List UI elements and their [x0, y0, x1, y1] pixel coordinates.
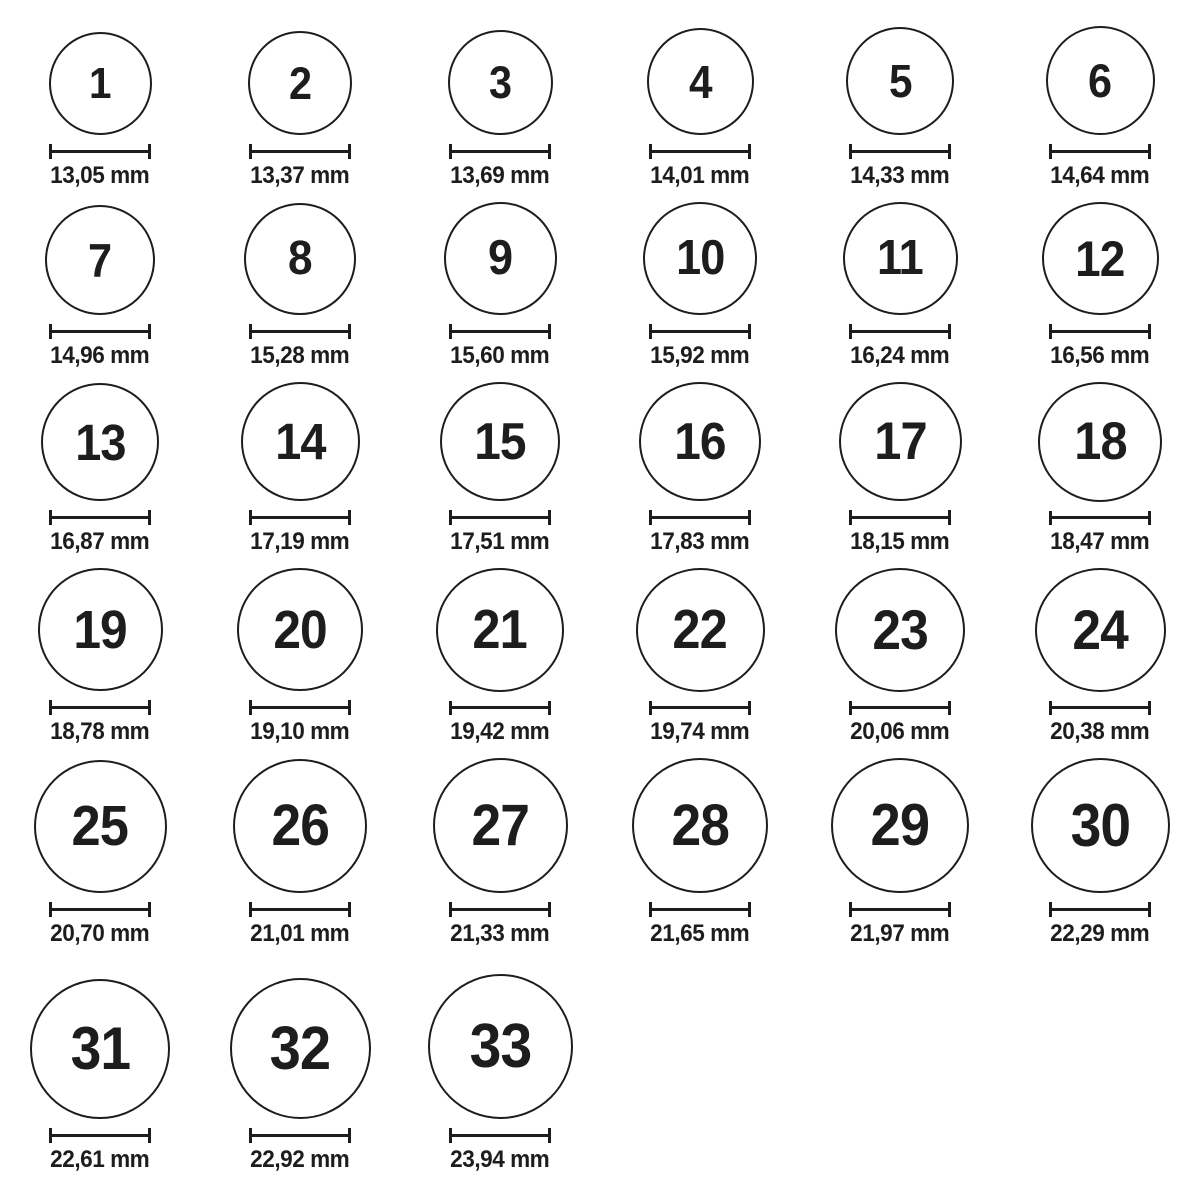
ring-circle: [643, 202, 757, 315]
diameter-ruler: [649, 510, 751, 525]
ring-circle: [1046, 26, 1155, 135]
diameter-ruler: [49, 700, 151, 715]
ring-circle: [241, 382, 360, 501]
diameter-ruler: [1049, 511, 1151, 525]
ring-circle: [49, 32, 152, 135]
diameter-ruler: [49, 144, 151, 159]
diameter-label: 21,65 mm: [650, 920, 750, 947]
ring-size-cell: [200, 568, 400, 758]
ring-size-number: 31: [70, 1015, 130, 1082]
ring-circle: [45, 205, 155, 315]
ring-circle: [843, 202, 958, 315]
diameter-ruler: [649, 324, 751, 339]
diameter-ruler: [1049, 144, 1151, 159]
diameter-label: 15,60 mm: [450, 342, 550, 369]
ring-size-cell: [600, 758, 800, 960]
diameter-label: 14,64 mm: [1050, 162, 1150, 189]
ring-size-number: 3: [488, 57, 512, 108]
diameter-ruler: [249, 1128, 351, 1143]
diameter-ruler: [449, 902, 551, 917]
diameter-label: 15,28 mm: [250, 342, 350, 369]
ring-size-cell: [1000, 202, 1200, 382]
ring-size-number: 23: [872, 597, 928, 661]
ring-size-cell: [0, 758, 200, 960]
ring-size-number: 7: [88, 233, 112, 287]
diameter-ruler: [49, 1128, 151, 1143]
ring-size-cell: [600, 382, 800, 568]
ring-size-cell: [1000, 758, 1200, 960]
ring-size-cell: [0, 960, 200, 1186]
diameter-ruler: [49, 324, 151, 339]
ring-circle: [230, 978, 371, 1119]
ring-size-number: 2: [288, 57, 312, 109]
diameter-label: 13,05 mm: [50, 162, 150, 189]
diameter-ruler: [449, 144, 551, 159]
ring-size-number: 17: [873, 412, 927, 472]
ring-size-number: 26: [271, 793, 329, 858]
ring-size-number: 8: [288, 232, 312, 285]
ring-size-number: 6: [1088, 54, 1112, 107]
ring-size-cell: [800, 4, 1000, 202]
ring-size-cell: [600, 4, 800, 202]
diameter-ruler: [849, 324, 951, 339]
ring-circle: [636, 568, 765, 692]
diameter-label: 22,29 mm: [1050, 920, 1150, 947]
ring-size-cell: [400, 568, 600, 758]
ring-size-cell: [200, 202, 400, 382]
diameter-label: 14,33 mm: [850, 162, 950, 189]
ring-size-cell: [800, 382, 1000, 568]
ring-circle: [244, 203, 356, 315]
ring-circle: [846, 27, 954, 135]
diameter-ruler: [849, 902, 951, 917]
ring-size-number: 15: [474, 412, 526, 471]
ring-circle: [428, 974, 573, 1119]
diameter-ruler: [49, 902, 151, 917]
ring-size-number: 20: [273, 599, 327, 660]
ring-circle: [1035, 568, 1166, 692]
ring-size-cell: [800, 758, 1000, 960]
diameter-label: 18,47 mm: [1050, 528, 1150, 555]
ring-size-cell: [400, 4, 600, 202]
ring-size-number: 33: [469, 1011, 531, 1081]
ring-size-cell: [400, 202, 600, 382]
ring-circle: [248, 31, 352, 135]
ring-size-cell: [400, 382, 600, 568]
ring-circle: [632, 758, 768, 893]
ring-circle: [639, 382, 761, 501]
ring-size-number: 16: [674, 412, 726, 471]
ring-circle: [233, 759, 367, 893]
diameter-ruler: [449, 1128, 551, 1143]
diameter-label: 20,70 mm: [50, 920, 150, 947]
ring-size-number: 27: [471, 792, 529, 858]
ring-size-cell: [0, 202, 200, 382]
diameter-label: 19,10 mm: [250, 718, 350, 745]
ring-circle: [444, 202, 557, 315]
ring-circle: [34, 760, 167, 893]
diameter-label: 18,78 mm: [50, 718, 150, 745]
diameter-label: 19,42 mm: [450, 718, 550, 745]
diameter-label: 20,38 mm: [1050, 718, 1150, 745]
ring-size-number: 30: [1070, 791, 1130, 859]
ring-circle: [1031, 758, 1170, 893]
diameter-ruler: [649, 144, 751, 159]
ring-size-cell: [200, 758, 400, 960]
diameter-label: 17,19 mm: [250, 528, 350, 555]
ring-size-cell: [400, 758, 600, 960]
diameter-ruler: [249, 324, 351, 339]
diameter-label: 16,56 mm: [1050, 342, 1150, 369]
diameter-label: 18,15 mm: [850, 528, 950, 555]
diameter-ruler: [1049, 902, 1151, 917]
ring-circle: [448, 30, 553, 135]
diameter-ruler: [249, 902, 351, 917]
diameter-ruler: [449, 701, 551, 715]
ring-size-number: 24: [1072, 597, 1128, 661]
diameter-ruler: [1049, 701, 1151, 715]
diameter-label: 16,87 mm: [50, 528, 150, 555]
diameter-label: 14,96 mm: [50, 342, 150, 369]
ring-size-cell: [600, 568, 800, 758]
ring-size-cell: [800, 568, 1000, 758]
ring-size-number: 4: [688, 55, 712, 108]
ring-size-cell: [800, 202, 1000, 382]
ring-size-number: 18: [1073, 412, 1127, 472]
ring-circle: [1038, 382, 1162, 502]
diameter-ruler: [249, 144, 351, 159]
diameter-label: 17,83 mm: [650, 528, 750, 555]
diameter-ruler: [849, 510, 951, 525]
diameter-ruler: [849, 701, 951, 715]
diameter-label: 17,51 mm: [450, 528, 550, 555]
ring-size-number: 9: [487, 231, 513, 285]
diameter-ruler: [849, 144, 951, 159]
ring-circle: [835, 568, 965, 692]
ring-size-number: 19: [73, 599, 127, 660]
diameter-label: 14,01 mm: [650, 162, 750, 189]
ring-size-cell: [200, 4, 400, 202]
diameter-label: 23,94 mm: [450, 1146, 550, 1173]
ring-size-number: 11: [877, 231, 923, 286]
ring-circle: [440, 382, 560, 501]
diameter-ruler: [249, 510, 351, 525]
ring-size-number: 32: [269, 1014, 331, 1082]
ring-size-cell: [400, 960, 600, 1186]
diameter-label: 16,24 mm: [850, 342, 950, 369]
diameter-ruler: [649, 902, 751, 917]
diameter-label: 13,69 mm: [450, 162, 550, 189]
diameter-label: 21,33 mm: [450, 920, 550, 947]
ring-circle: [647, 28, 754, 135]
ring-circle: [839, 382, 962, 501]
diameter-label: 22,61 mm: [50, 1146, 150, 1173]
ring-circle: [41, 383, 159, 501]
diameter-label: 15,92 mm: [650, 342, 750, 369]
ring-size-number: 21: [472, 598, 528, 661]
ring-size-number: 5: [888, 55, 912, 107]
diameter-label: 21,97 mm: [850, 920, 950, 947]
ring-size-number: 25: [71, 794, 129, 858]
diameter-label: 22,92 mm: [250, 1146, 350, 1173]
ring-size-number: 14: [274, 413, 326, 470]
ring-size-number: 1: [89, 58, 111, 108]
diameter-ruler: [649, 701, 751, 715]
ring-circle: [1042, 202, 1159, 315]
ring-circle: [433, 758, 568, 893]
ring-size-cell: [1000, 568, 1200, 758]
ring-circle: [38, 568, 163, 691]
ring-size-number: 28: [671, 792, 729, 858]
ring-size-number: 10: [675, 231, 725, 286]
diameter-label: 13,37 mm: [250, 162, 350, 189]
ring-size-cell: [600, 202, 800, 382]
ring-size-cell: [200, 382, 400, 568]
diameter-label: 19,74 mm: [650, 718, 750, 745]
ring-size-cell: [0, 382, 200, 568]
ring-circle: [436, 568, 564, 692]
ring-size-cell: [1000, 382, 1200, 568]
ring-size-cell: [0, 4, 200, 202]
ring-size-cell: [0, 568, 200, 758]
ring-size-cell: [200, 960, 400, 1186]
diameter-ruler: [449, 510, 551, 525]
diameter-label: 21,01 mm: [250, 920, 350, 947]
ring-size-number: 22: [672, 598, 728, 661]
ring-size-cell: [1000, 4, 1200, 202]
ring-circle: [831, 758, 969, 893]
ring-circle: [30, 979, 170, 1119]
diameter-ruler: [49, 510, 151, 525]
ring-size-number: 29: [870, 792, 930, 859]
diameter-ruler: [449, 324, 551, 339]
diameter-ruler: [249, 700, 351, 715]
diameter-label: 20,06 mm: [850, 718, 950, 745]
diameter-ruler: [1049, 324, 1151, 339]
ring-size-number: 13: [74, 413, 126, 471]
ring-circle: [237, 568, 363, 691]
ring-size-number: 12: [1075, 230, 1125, 287]
